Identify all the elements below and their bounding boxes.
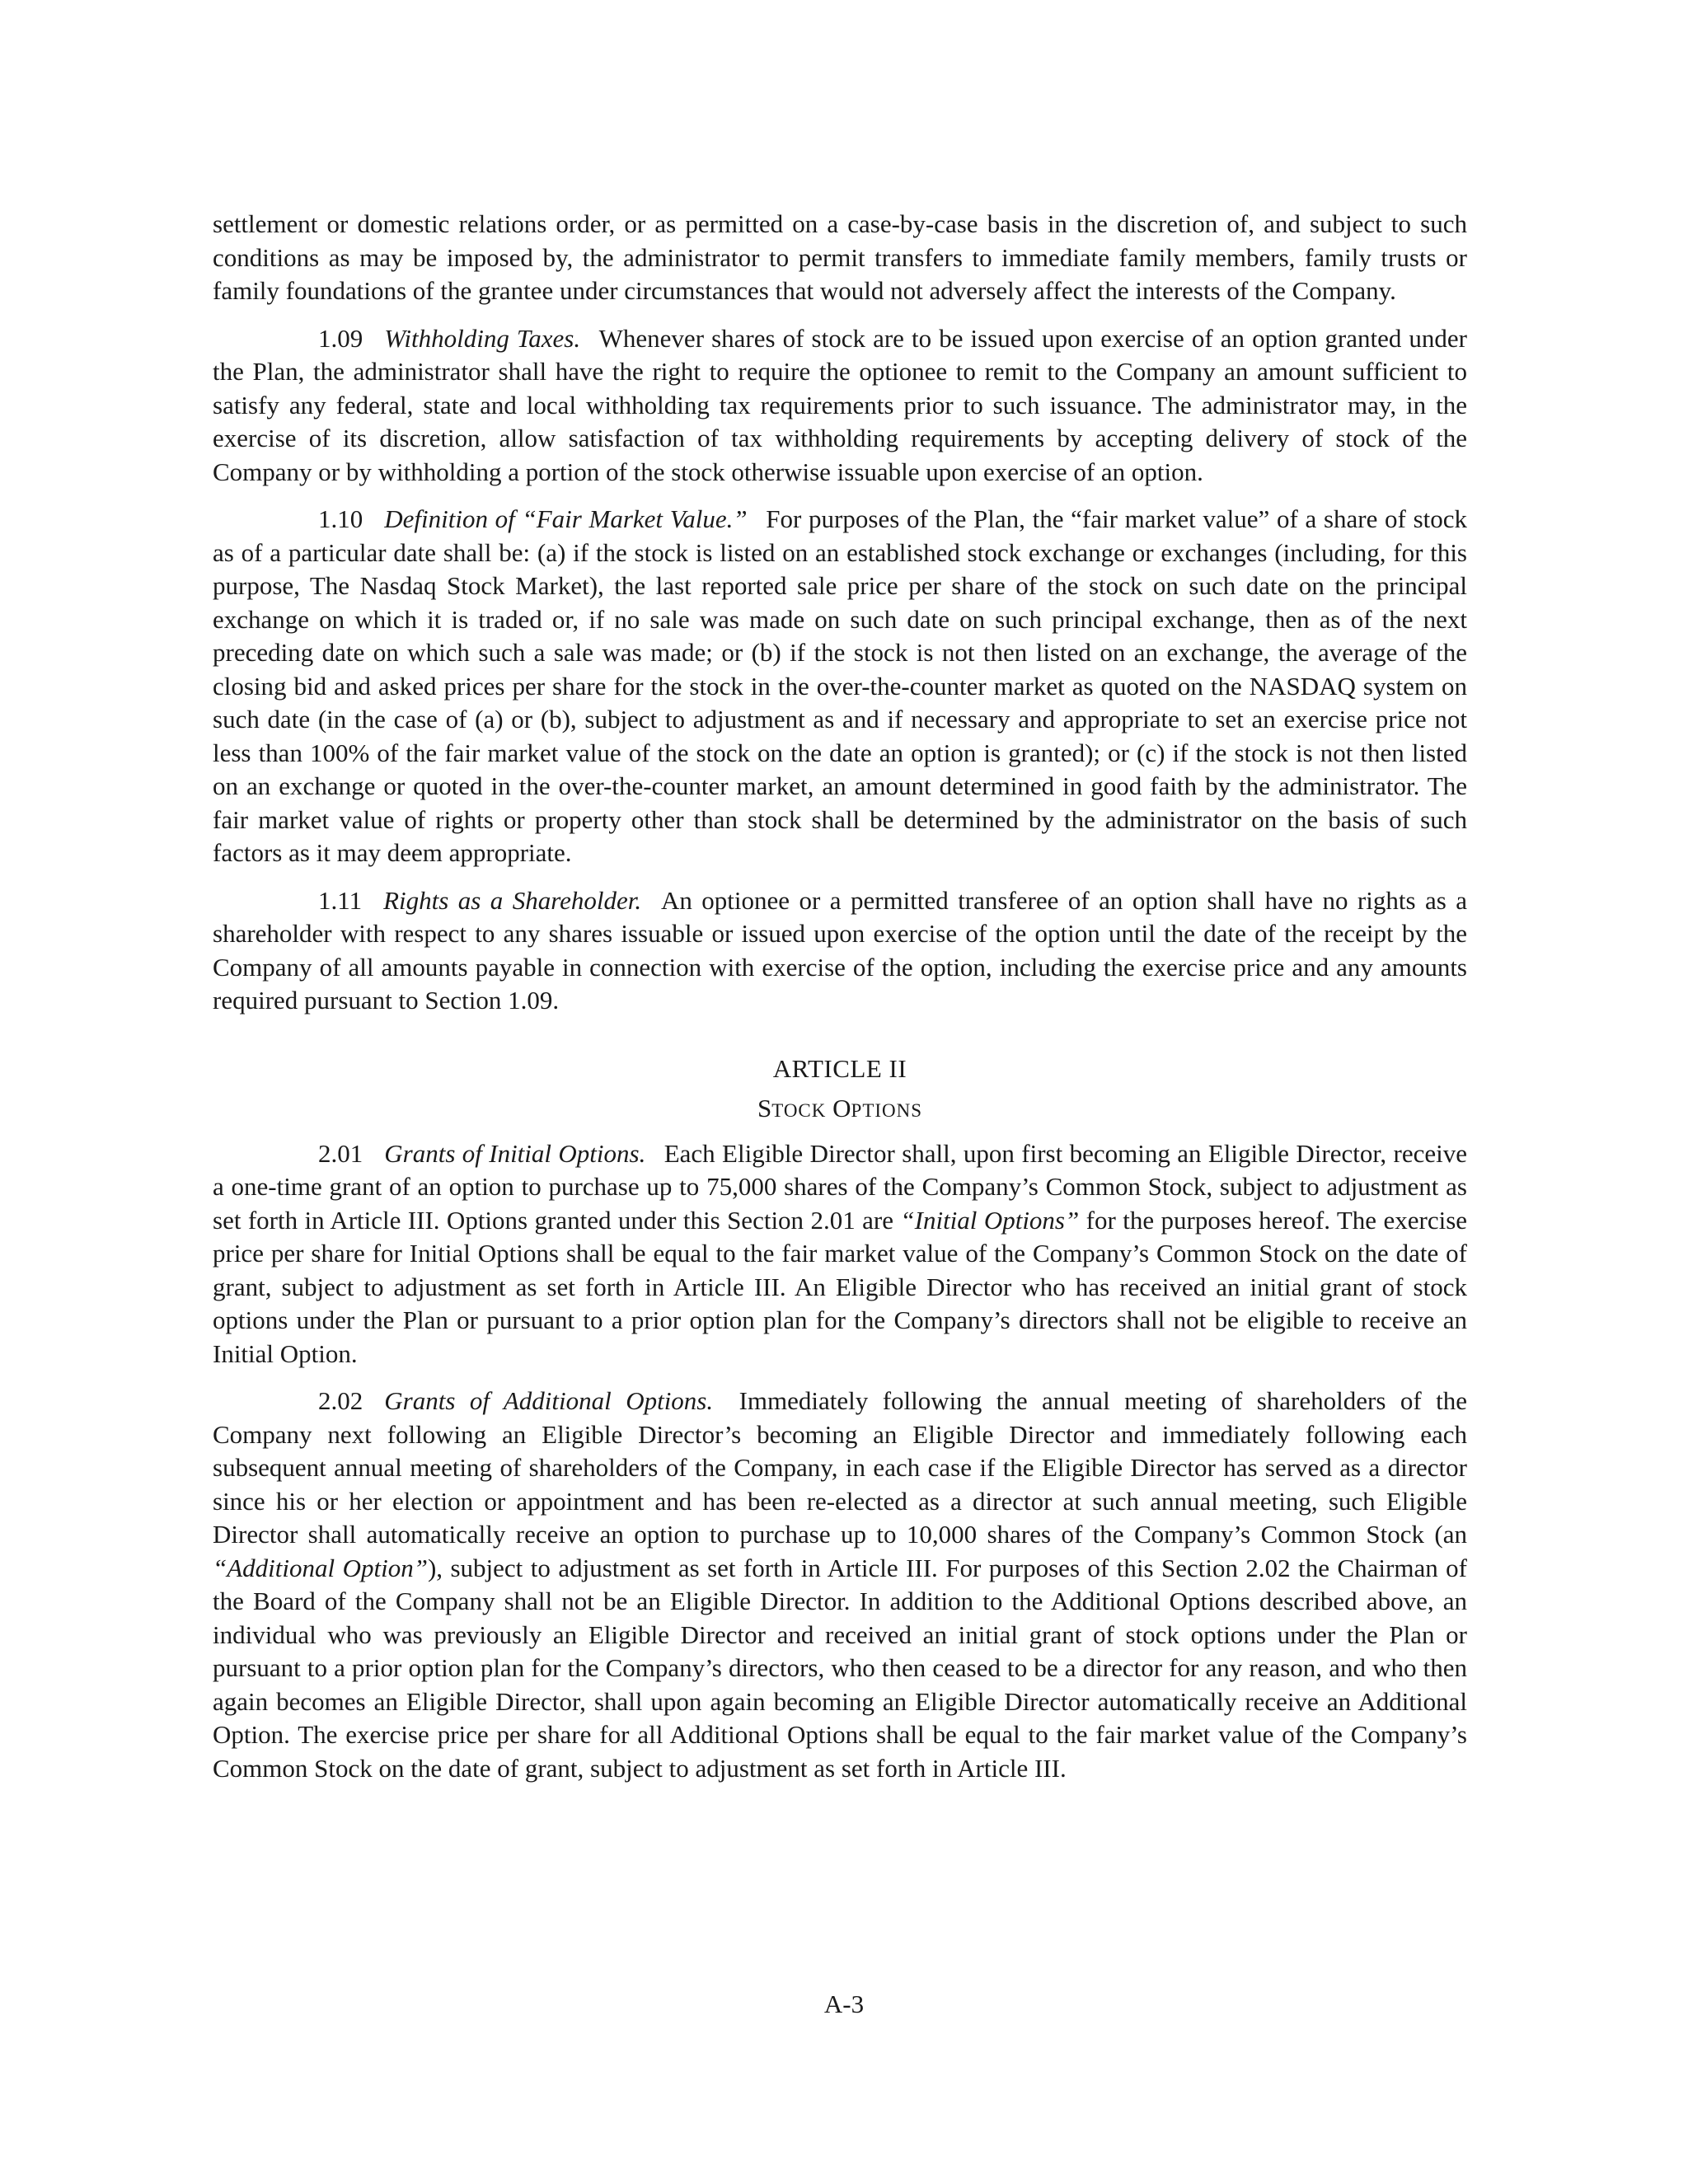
section-number: 2.02 [318, 1386, 363, 1415]
section-text: for the purposes hereof. The exercise price per share for Initial Options shall be equal to the fair market value of the Company’s Common Stock on the date of grant, subject to adjustment as set forth in Article III. An Eligible Director who has received an initial grant of stock options under the Plan or pursuant to a prior option plan for the Company’s directors shall not be eligible to receive an Initial Option. [213, 1205, 1468, 1368]
section-text: ), subject to adjustment as set forth in Article III. For purposes of this Section 2.02 the Chairman of the Board of the Company shall not be an Eligible Director. In addition to the Additional Options described above, an individual who was previously an Eligible Director and received an initial grant of stock options under the Plan or pursuant to a prior option plan for the Company’s directors, who then ceased to be a director for any reason, and who then again becomes an Eligible Director, shall upon again becoming an Eligible Director automatically receive an Additional Option. The exercise price per share for all Additional Options shall be equal to the fair market value of the Company’s Common Stock on the date of grant, subject to adjustment as set forth in Article III. [213, 1553, 1467, 1783]
section-text: Whenever shares of stock are to be issued upon exercise of an option granted under the Plan, the administrator shall have the right to require the optionee to remit to the Company an amount sufficient to satisfy any federal, state and local withholding tax requirements prior to such issuance. The administrator may, in the exercise of its discretion, allow satisfaction of tax withholding requirements by accepting delivery of stock of the Company or by withholding a portion of the stock otherwise issuable upon exercise of an option. [213, 323, 1467, 486]
section-number: 1.11 [318, 885, 363, 915]
article-heading: ARTICLE II [772, 1053, 907, 1083]
section-text: For purposes of the Plan, the “fair market value” of a share of stock as of a particular date shall be: (a) if the stock is listed on an established stock exchange or exchanges (including, for this purpose, The Nasdaq Stock Market), the last reported sale price per share of the stock on such date on the principal exchange on which it is traded or, if no sale was made on such date on such principal exchange, then as of the next preceding date on which such a sale was made; or (b) if the stock is not then listed on an exchange, the average of the closing bid and asked prices per share for the stock in the over-the-counter market as quoted on the NASDAQ system on such date (in the case of (a) or (b), subject to adjustment as and if necessary and appropriate to set an exercise price not less than 100% of the fair market value of the stock on the date an option is granted); or (c) if the stock is not then listed on an exchange or quoted in the over-the-counter market, an amount determined in good faith by the administrator. The fair market value of rights or property other than stock shall be determined by the administrator on the basis of such factors as it may deem appropriate. [213, 504, 1468, 867]
article-subheading: STOCK OPTIONS [757, 1093, 923, 1122]
section-number: 1.10 [318, 504, 363, 533]
defined-term: “Initial Options” [900, 1205, 1080, 1235]
section-number: 2.01 [318, 1138, 363, 1168]
section-1-11 [213, 884, 1467, 1018]
section-title: Grants of Initial Options. [384, 1138, 646, 1168]
section-2-01 [213, 1137, 1467, 1371]
section-title: Withholding Taxes. [384, 323, 581, 353]
defined-term: “Additional Option” [213, 1553, 428, 1582]
page-number: A-3 [823, 1990, 865, 2018]
continuation-paragraph: settlement or domestic relations order, or as permitted on a case-by-case basis in the discretion of, and subject to such conditions as may be imposed by, the administrator to permit transfers to immediate family members, family trusts or family foundations of the grantee under circumstances that would not adversely affect the interests of the Company. [213, 209, 1467, 305]
section-text: Immediately following the annual meeting of shareholders of the Company next following an Eligible Director’s becoming an Eligible Director and immediately following each subsequent annual meeting of shareholders of the Company, in each case if the Eligible Director has served as a director since his or her election or appointment and has been re-elected as a director at such annual meeting, such Eligible Director shall automatically receive an option to purchase up to 10,000 shares of the Company’s Common Stock (an [213, 1386, 1468, 1549]
section-number: 1.09 [318, 323, 363, 353]
section-title: Grants of Additional Options. [384, 1386, 714, 1415]
section-title: Definition of “Fair Market Value.” [384, 504, 748, 533]
section-title: Rights as a Shareholder. [383, 885, 642, 915]
section-2-02 [213, 1385, 1467, 1785]
document-page [213, 208, 1467, 1799]
section-text: Each Eligible Director shall, upon first becoming an Eligible Director, receive a one-time grant of an option to purchase up to 75,000 shares of the Company’s Common Stock, subject to adjustment as set forth in Article III. Options granted under this Section 2.01 are [213, 1138, 1468, 1235]
section-text: An optionee or a permitted transferee of an option shall have no rights as a shareholder with respect to any shares issuable or issued upon exercise of the option until the date of the receipt by the Company of all amounts payable in connection with exercise of the option, including the exercise price and any amounts required pursuant to Section 1.09. [213, 885, 1468, 1015]
section-1-10 [213, 503, 1467, 870]
section-1-09 [213, 322, 1467, 490]
